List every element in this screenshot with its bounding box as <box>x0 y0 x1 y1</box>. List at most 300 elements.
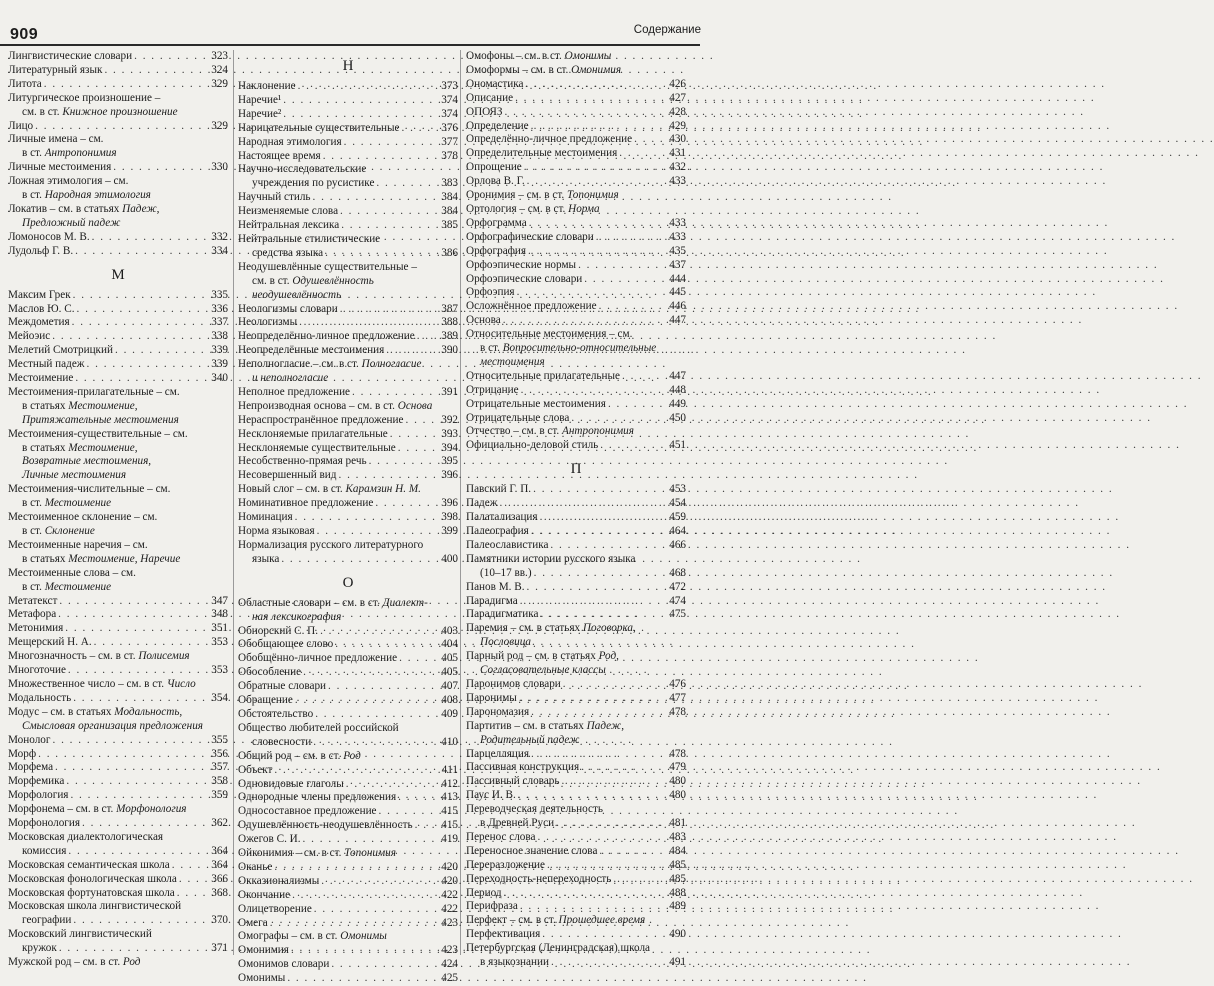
entry-line <box>238 750 458 764</box>
dot-leader <box>65 622 209 636</box>
entry-line <box>238 861 458 875</box>
entry-text <box>466 300 597 314</box>
entry-text <box>8 817 80 831</box>
entry-term: учреждения по русистике <box>252 177 375 190</box>
dot-leader <box>551 956 667 970</box>
page-reference: 338 <box>211 330 228 343</box>
entry-text <box>238 428 388 442</box>
entry-line <box>8 887 228 901</box>
entry-term: Неологизмы словари <box>238 302 338 315</box>
entry-term: Областные словари – см. в ст. <box>238 596 383 609</box>
dot-leader <box>341 219 439 233</box>
entry-term: Омонимия <box>238 944 289 957</box>
entry-text <box>480 636 531 650</box>
index-entry <box>466 831 686 845</box>
index-entry <box>466 511 686 525</box>
entry-line <box>466 106 686 120</box>
entry-term: Несклоняемые существительные <box>238 441 396 454</box>
dot-leader <box>547 859 667 873</box>
entry-term: Морфонема – см. в ст. <box>8 803 117 816</box>
index-entry <box>466 873 686 887</box>
cross-reference: Норма <box>568 202 600 215</box>
dot-leader <box>283 108 439 122</box>
page-reference: 420 <box>441 860 458 873</box>
entry-line <box>8 831 228 845</box>
index-entry <box>8 50 228 64</box>
cross-reference: Род, <box>598 650 619 663</box>
entry-line <box>466 567 686 581</box>
index-entry <box>466 133 686 147</box>
entry-text <box>252 611 341 625</box>
entry-line <box>8 622 228 636</box>
entry-term: Официально-деловой стиль <box>466 439 599 452</box>
entry-term: Локатив – см. в статьях <box>8 202 123 215</box>
entry-line <box>238 833 458 847</box>
entry-term: Отчество – см. в ст. <box>466 425 563 438</box>
entry-text <box>466 553 635 567</box>
entry-text <box>466 106 503 120</box>
page-reference: 422 <box>441 902 458 915</box>
page-reference: 432 <box>669 161 686 174</box>
index-entry <box>8 161 228 175</box>
page-reference: 377 <box>441 135 458 148</box>
entry-line <box>466 692 686 706</box>
page-reference: 445 <box>669 286 686 299</box>
entry-text <box>8 567 136 581</box>
index-entry <box>466 50 686 64</box>
page-reference: 474 <box>669 594 686 607</box>
entry-text <box>22 581 111 595</box>
entry-term: Пассивный словарь <box>466 775 560 788</box>
entry-term: Множественное число – см. в ст. <box>8 677 167 690</box>
index-entry <box>238 136 458 150</box>
entry-text <box>466 314 501 328</box>
header-rule <box>0 44 700 46</box>
index-entry <box>466 175 686 189</box>
entry-line <box>466 775 686 789</box>
entry-text <box>238 722 399 736</box>
entry-line <box>466 161 686 175</box>
page-reference: 388 <box>441 316 458 329</box>
entry-term: Омоформы – см. в ст. <box>466 63 572 76</box>
page-reference: 392 <box>441 413 458 426</box>
cross-reference: Род <box>343 749 361 762</box>
entry-text <box>466 483 531 497</box>
entry-term: Омонимов словари <box>238 958 330 971</box>
entry-text <box>8 761 53 775</box>
entry-line <box>238 414 458 428</box>
index-entry <box>8 330 228 344</box>
entry-text <box>238 833 301 847</box>
entry-text <box>22 217 120 231</box>
entry-term: Местоимения-существительные – см. <box>8 427 188 440</box>
page-reference: 412 <box>441 777 458 790</box>
entry-line <box>238 316 458 330</box>
dot-leader <box>398 442 439 456</box>
entry-term: в ст. <box>22 189 45 202</box>
entry-line <box>8 455 228 469</box>
dot-leader <box>402 122 440 136</box>
entry-line <box>238 108 458 122</box>
index-entry <box>238 511 458 525</box>
entry-line <box>8 873 228 887</box>
dot-leader <box>281 553 439 567</box>
entry-line <box>466 300 686 314</box>
entry-term: Пассивная конструкция <box>466 761 580 774</box>
entry-line <box>238 122 458 136</box>
entry-term: Метафора <box>8 608 57 621</box>
entry-line <box>8 567 228 581</box>
entry-text <box>238 330 415 344</box>
entry-text <box>8 289 71 303</box>
entry-text <box>8 734 50 748</box>
entry-term: Неполное предложение <box>238 385 351 398</box>
page-reference: 336 <box>211 302 228 315</box>
entry-text <box>8 92 160 106</box>
entry-line <box>466 120 686 134</box>
dot-leader <box>295 511 440 525</box>
index-entry <box>8 817 228 831</box>
entry-line <box>8 442 228 456</box>
dot-leader <box>317 525 440 539</box>
entry-line <box>466 245 686 259</box>
entry-term: Обратные словари <box>238 680 327 693</box>
entry-term: Номинативное предложение <box>238 497 374 510</box>
entry-term: см. в ст. <box>252 274 293 287</box>
dot-leader <box>325 247 439 261</box>
entry-line <box>466 845 686 859</box>
entry-term: Переразложение <box>466 858 545 871</box>
entry-line <box>466 817 686 831</box>
page-reference: 413 <box>441 791 458 804</box>
index-entry <box>238 400 458 414</box>
dot-leader <box>87 358 210 372</box>
entry-line <box>8 64 228 78</box>
entry-term: в статьях <box>22 441 69 454</box>
index-entry <box>238 163 458 191</box>
entry-line <box>8 289 228 303</box>
entry-line <box>466 483 686 497</box>
entry-term: Однородные члены предложения <box>238 791 397 804</box>
index-entry <box>8 428 228 484</box>
dot-leader <box>38 748 209 762</box>
dot-leader <box>340 303 439 317</box>
entry-term: в ст. <box>22 580 45 593</box>
entry-term: Новый слог – см. в ст. <box>238 483 346 496</box>
index-entry <box>238 875 458 889</box>
entry-text <box>466 595 518 609</box>
index-entry <box>8 761 228 775</box>
entry-line <box>466 761 686 775</box>
entry-term: Перифраза <box>466 900 518 913</box>
entry-text <box>8 664 66 678</box>
entry-line <box>466 831 686 845</box>
entry-term: Модус – см. в статьях <box>8 705 115 718</box>
entry-text <box>8 428 188 442</box>
entry-line <box>466 147 686 161</box>
entry-text <box>8 161 111 175</box>
dot-leader <box>390 428 439 442</box>
entry-term: Опрощение <box>466 161 522 174</box>
entry-term: Паус И. В. <box>466 789 516 802</box>
entry-term: Мещерский Н. А. <box>8 636 92 649</box>
entry-line <box>238 722 458 736</box>
index-entry <box>238 944 458 958</box>
index-entry <box>466 859 686 873</box>
entry-text <box>22 400 138 414</box>
index-entry <box>466 748 686 762</box>
index-entry <box>238 455 458 469</box>
entry-line <box>8 734 228 748</box>
entry-line <box>8 789 228 803</box>
entry-text <box>8 873 177 887</box>
page-reference: 423 <box>441 916 458 929</box>
entry-text <box>466 133 632 147</box>
entry-term: (10–17 вв.) <box>480 566 532 579</box>
entry-text <box>238 930 387 944</box>
dot-leader <box>291 944 439 958</box>
dot-leader <box>70 789 209 803</box>
dot-leader <box>59 942 209 956</box>
page-reference: 468 <box>669 566 686 579</box>
entry-text <box>238 525 315 539</box>
entry-text <box>238 303 338 317</box>
entry-term: Ожегов С. И. <box>238 833 301 846</box>
index-entry <box>466 314 686 328</box>
page-reference: 389 <box>441 330 458 343</box>
cross-reference: Топонимия <box>344 847 396 860</box>
entry-line <box>238 289 458 303</box>
cross-reference: Местоимение <box>44 497 112 510</box>
dot-leader <box>531 120 668 134</box>
dot-leader <box>417 330 440 344</box>
entry-line <box>238 261 458 275</box>
dot-leader <box>561 775 667 789</box>
page-reference: 429 <box>669 119 686 132</box>
entry-term: Период <box>466 886 502 899</box>
entry-term: Общество любителей российской <box>238 721 399 734</box>
cross-reference: Модальность, <box>114 705 183 718</box>
entry-line <box>238 611 458 625</box>
page-reference: 424 <box>441 958 458 971</box>
page-reference: 391 <box>441 385 458 398</box>
dot-leader <box>298 80 440 94</box>
entry-text <box>466 273 582 287</box>
entry-term: Оронимия – см. в ст. <box>466 189 567 202</box>
entry-term: Перфект – см. в ст. <box>466 914 559 927</box>
entry-line <box>8 372 228 386</box>
entry-text <box>466 942 650 956</box>
entry-line <box>238 680 458 694</box>
dot-leader <box>634 133 667 147</box>
entry-text <box>238 819 413 833</box>
index-entry <box>238 386 458 400</box>
entry-term: Литературный язык <box>8 63 103 76</box>
entry-text <box>466 92 513 106</box>
entry-term: Московский лингвистический <box>8 928 152 941</box>
page-reference: 373 <box>441 80 458 92</box>
index-entry <box>8 245 228 259</box>
cross-reference: Притяжательные местоимения <box>22 413 179 426</box>
entry-text <box>466 175 525 189</box>
page-reference: 393 <box>441 427 458 440</box>
entry-line <box>238 553 458 567</box>
page-reference: 364 <box>211 844 228 857</box>
page-reference: 355 <box>211 733 228 746</box>
page-reference: 339 <box>211 344 228 357</box>
entry-text <box>238 958 329 972</box>
entry-text <box>8 245 73 259</box>
entry-line <box>8 245 228 259</box>
entry-text <box>466 384 519 398</box>
cross-reference: Местоимение, Наречие <box>68 552 181 565</box>
page-reference: 324 <box>211 63 228 76</box>
entry-line <box>8 664 228 678</box>
index-entry <box>466 92 686 106</box>
entry-text <box>238 122 400 136</box>
page-reference: 472 <box>669 580 686 593</box>
entry-text <box>238 791 396 805</box>
entry-text <box>480 342 656 356</box>
index-entry <box>8 175 228 203</box>
entry-text <box>22 442 138 456</box>
entry-line <box>466 734 686 748</box>
entry-term: Палатализация <box>466 511 538 524</box>
entry-text <box>8 344 113 358</box>
entry-text <box>466 539 548 553</box>
entry-line <box>238 652 458 666</box>
entry-text <box>22 720 203 734</box>
entry-line <box>8 692 228 706</box>
entry-text <box>8 175 128 189</box>
dot-leader <box>321 875 439 889</box>
entry-term: Московская фортунатовская школа <box>8 886 175 899</box>
entry-line <box>466 50 686 64</box>
entry-line <box>8 106 228 120</box>
index-entry <box>466 525 686 539</box>
entry-text <box>466 425 634 439</box>
entry-line <box>238 330 458 344</box>
page-reference: 491 <box>669 956 686 969</box>
entry-text <box>466 622 636 636</box>
index-entry <box>8 78 228 92</box>
page-reference: 433 <box>669 230 686 243</box>
dot-leader <box>528 245 667 259</box>
index-entry <box>238 708 458 722</box>
dot-leader <box>556 817 667 831</box>
index-entry <box>8 650 228 664</box>
entry-term: Несовершенный вид <box>238 469 337 482</box>
entry-line <box>466 914 686 928</box>
page-reference: 400 <box>441 552 458 565</box>
page-reference: 368 <box>211 886 228 899</box>
index-entry <box>8 120 228 134</box>
entry-term: в ст. <box>22 525 45 537</box>
entry-term: Местоименные наречия – см. <box>8 538 148 551</box>
page-reference: 427 <box>669 91 686 104</box>
cross-reference: Склонение <box>44 525 95 537</box>
entry-term: Литота <box>8 77 42 90</box>
entry-line <box>238 903 458 917</box>
entry-text <box>8 231 90 245</box>
entry-text <box>466 217 527 231</box>
dot-leader <box>75 245 209 259</box>
entry-term: Оканье <box>238 860 273 873</box>
index-entry <box>8 789 228 803</box>
entry-term: Орфографические словари <box>466 230 594 243</box>
entry-text <box>8 706 182 720</box>
entry-line <box>466 203 686 217</box>
index-entry <box>238 150 458 164</box>
entry-term: Обнорский С. П. <box>238 624 319 637</box>
entry-term: Морфема <box>8 761 54 774</box>
entry-term: языка <box>252 552 280 565</box>
index-entry <box>8 344 228 358</box>
dot-leader <box>534 567 668 581</box>
index-entry <box>466 217 686 231</box>
entry-term: Парономазия <box>466 705 530 718</box>
entry-text <box>466 370 620 384</box>
entry-line <box>466 425 686 439</box>
entry-text <box>238 150 321 164</box>
index-entry <box>238 597 458 625</box>
entry-line <box>238 205 458 219</box>
page-reference: 330 <box>211 161 228 174</box>
entry-term: Переходность-непереходность <box>466 872 612 885</box>
page-reference: 448 <box>669 383 686 396</box>
page-reference: 409 <box>441 707 458 720</box>
entry-text <box>466 231 594 245</box>
entry-text <box>238 972 285 986</box>
index-entry <box>8 64 228 78</box>
index-entry <box>8 664 228 678</box>
entry-line <box>466 342 686 356</box>
dot-leader <box>542 928 667 942</box>
entry-line <box>466 956 686 970</box>
page-reference: 422 <box>441 888 458 901</box>
index-entry <box>238 205 458 219</box>
entry-text <box>8 316 70 330</box>
entry-line <box>238 694 458 708</box>
entry-line <box>8 497 228 511</box>
index-entry <box>466 245 686 259</box>
dot-leader <box>527 581 668 595</box>
page-reference: 332 <box>211 230 228 243</box>
page-reference: 454 <box>669 497 686 510</box>
entry-text <box>480 734 579 748</box>
index-entry <box>466 370 686 384</box>
entry-term: Междометия <box>8 316 70 329</box>
entry-term: Монолог <box>8 733 51 746</box>
entry-term: Парцелляция <box>466 747 530 760</box>
entry-text <box>466 189 619 203</box>
dot-leader <box>619 147 667 161</box>
entry-text <box>8 539 148 553</box>
entry-text <box>480 664 606 678</box>
index-entry <box>8 608 228 622</box>
entry-term: географии <box>22 914 72 927</box>
dot-leader <box>600 439 667 453</box>
page-reference: 433 <box>669 175 686 188</box>
dot-leader <box>537 831 667 845</box>
entry-text <box>466 900 518 914</box>
page-reference: 329 <box>211 77 228 90</box>
page-reference: 407 <box>441 680 458 693</box>
entry-text <box>238 80 296 94</box>
dot-leader <box>379 805 440 819</box>
entry-term: Партитив – см. в статьях <box>466 719 587 732</box>
page-reference: 405 <box>441 666 458 679</box>
